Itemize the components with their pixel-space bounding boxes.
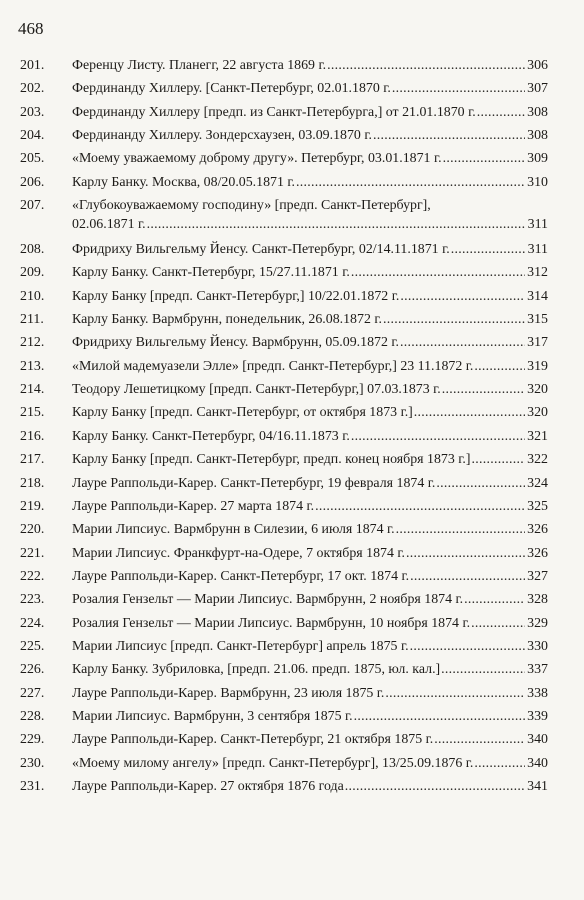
entry-number: 210.: [20, 288, 45, 304]
entry-page: 315: [527, 312, 548, 328]
entry-title: Ференцу Листу. Планегг, 22 августа 1869 г.: [72, 58, 327, 73]
table-of-contents: [20, 56, 548, 800]
toc-entry-226: [20, 660, 548, 679]
dot-leader: [400, 333, 525, 352]
dot-leader: [410, 637, 526, 656]
toc-entry-220: [20, 520, 548, 539]
entry-page: 338: [527, 685, 548, 701]
entry-number: 206.: [20, 174, 45, 190]
dot-leader: [464, 590, 525, 609]
entry-number: 227.: [20, 685, 45, 701]
page-number: 468: [18, 19, 44, 38]
entry-page: 312: [527, 265, 548, 281]
toc-entry-216: [20, 427, 548, 446]
entry-page: 340: [527, 732, 548, 748]
entry-title: Марии Липсиус. Вармбрунн, 3 сентября 1875 г.: [72, 708, 353, 724]
entry-number: 208.: [20, 242, 45, 258]
toc-entry-223: [20, 590, 548, 609]
dot-leader: [147, 215, 526, 234]
entry-page: 311: [527, 242, 548, 258]
entry-title: Розалия Гензельт — Марии Липсиус. Вармбрунн, 2 ноября 1874 г.: [72, 592, 464, 608]
entry-number: 212.: [20, 335, 45, 351]
entry-number: 224.: [20, 615, 45, 631]
entry-page: 329: [527, 615, 548, 631]
toc-entry-215: [20, 403, 548, 422]
entry-title: Фердинанду Хиллеру. Зондерсхаузен, 03.09.1870 г.: [72, 128, 372, 144]
entry-number: 222.: [20, 568, 45, 584]
entry-number: 201.: [20, 58, 45, 73]
entry-title: Фридриху Вильгельму Йенсу. Вармбрунн, 05.09.1872 г.: [72, 335, 399, 351]
entry-title: Фридриху Вильгельму Йенсу. Санкт-Петербург, 02/14.11.1871 г.: [72, 242, 450, 258]
entry-title: «Моему милому ангелу» [предп. Санкт-Петербург], 13/25.09.1876 г.: [72, 755, 474, 771]
entry-number: 211.: [20, 312, 44, 328]
dot-leader: [327, 56, 525, 75]
dot-leader: [354, 707, 526, 726]
entry-page: 317: [527, 335, 548, 351]
entry-page: 310: [527, 174, 548, 190]
entry-page: 314: [527, 288, 548, 304]
entry-number: 231.: [20, 778, 45, 794]
dot-leader: [443, 149, 526, 168]
entry-title: Лауре Раппольди-Карер. 27 марта 1874 г.: [72, 498, 315, 514]
entry-number: 228.: [20, 708, 45, 724]
entry-title: Фердинанду Хиллеру [предп. из Санкт-Петербурга,] от 21.01.1870 г.: [72, 104, 476, 120]
entry-page: 327: [527, 568, 548, 584]
entry-page: 306: [527, 58, 548, 73]
toc-entry-224: [20, 614, 548, 633]
entry-number: 207.: [20, 198, 45, 214]
entry-title: Карлу Банку. Москва, 08/20.05.1871 г.: [72, 174, 296, 190]
entry-page: 308: [527, 128, 548, 144]
entry-number: 217.: [20, 452, 45, 468]
entry-page: 324: [527, 475, 548, 491]
toc-entry-208: [20, 240, 548, 259]
entry-page: 307: [527, 81, 548, 97]
entry-number: 225.: [20, 638, 45, 654]
entry-page: 322: [527, 452, 548, 468]
entry-title: Лауре Раппольди-Карер. Санкт-Петербург, 19 февраля 1874 г.: [72, 475, 436, 491]
dot-leader: [373, 126, 525, 145]
entry-page: 321: [527, 428, 548, 444]
entry-number: 230.: [20, 755, 45, 771]
entry-title: «Моему уважаемому доброму другу». Петербург, 03.01.1871 г.: [72, 151, 442, 167]
entry-number: 229.: [20, 732, 45, 748]
entry-page: 320: [527, 382, 548, 398]
toc-entry-222: [20, 567, 548, 586]
toc-entry-225: [20, 637, 548, 656]
toc-entry-204: [20, 126, 548, 145]
entry-title: Фердинанду Хиллеру. [Санкт-Петербург, 02.01.1870 г.: [72, 81, 391, 97]
entry-number: 220.: [20, 522, 45, 538]
entry-title: Карлу Банку [предп. Санкт-Петербург, предп. конец ноября 1873 г.]: [72, 452, 471, 468]
dot-leader: [400, 287, 525, 306]
toc-entry-209: [20, 263, 548, 282]
toc-entry-201: [20, 56, 548, 75]
entry-title: Розалия Гензельт — Марии Липсиус. Вармбрунн, 10 ноября 1874 г.: [72, 615, 471, 631]
entry-title: Карлу Банку [предп. Санкт-Петербург, от октября 1873 г.]: [72, 405, 413, 421]
dot-leader: [385, 684, 525, 703]
entry-title: Карлу Банку. Зубриловка, [предп. 21.06. предп. 1875, юл. кал.]: [72, 662, 441, 678]
toc-entry-203: [20, 103, 548, 122]
entry-title: Марии Липсиус [предп. Санкт-Петербург] апрель 1875 г.: [72, 638, 409, 654]
toc-entry-228: [20, 707, 548, 726]
entry-number: 209.: [20, 265, 45, 281]
entry-number: 223.: [20, 592, 45, 608]
toc-entry-206: [20, 173, 548, 192]
entry-page: 339: [527, 708, 548, 724]
toc-entry-205: [20, 149, 548, 168]
entry-number: 204.: [20, 128, 45, 144]
entry-title: Лауре Раппольди-Карер. 27 октября 1876 года: [72, 778, 344, 794]
entry-number: 202.: [20, 81, 45, 97]
entry-page: 330: [527, 638, 548, 654]
dot-leader: [474, 357, 525, 376]
entry-number: 218.: [20, 475, 45, 491]
dot-leader: [396, 520, 526, 539]
entry-number: 215.: [20, 405, 45, 421]
dot-leader: [441, 660, 525, 679]
entry-page: 325: [527, 498, 548, 514]
entry-title: Марии Липсиус. Вармбрунн в Силезии, 6 июля 1874 г.: [72, 522, 395, 538]
toc-entry-214: [20, 380, 548, 399]
entry-number: 205.: [20, 151, 45, 167]
entry-page: 309: [527, 151, 548, 167]
dot-leader: [351, 263, 525, 282]
toc-entry-227: [20, 684, 548, 703]
toc-entry-229: [20, 730, 548, 749]
entry-title: 02.06.1871 г.: [72, 217, 146, 233]
dot-leader: [383, 310, 525, 329]
toc-entry-221: [20, 544, 548, 563]
entry-number: 219.: [20, 498, 45, 514]
toc-entry-211: [20, 310, 548, 329]
entry-page: 320: [527, 405, 548, 421]
dot-leader: [414, 403, 525, 422]
entry-page: 328: [527, 592, 548, 608]
dot-leader: [392, 79, 525, 98]
entry-page: 326: [527, 522, 548, 538]
toc-entry-213: [20, 357, 548, 376]
dot-leader: [434, 730, 525, 749]
toc-entry-230: [20, 754, 548, 773]
dot-leader: [472, 450, 526, 469]
dot-leader: [351, 427, 525, 446]
toc-entry-231: [20, 777, 548, 796]
toc-entry-207: [20, 196, 548, 234]
entry-title-line1: «Глубокоуважаемому господину» [предп. Санкт-Петербург],: [72, 198, 431, 214]
entry-title: «Милой мадемуазели Элле» [предп. Санкт-Петербург,] 23 11.1872 г.: [72, 358, 474, 374]
toc-entry-210: [20, 287, 548, 306]
entry-title: Карлу Банку. Санкт-Петербург, 15/27.11.1871 г.: [72, 265, 350, 281]
entry-page: 340: [527, 755, 548, 771]
entry-title: Марии Липсиус. Франкфурт-на-Одере, 7 октября 1874 г.: [72, 545, 406, 561]
dot-leader: [436, 474, 525, 493]
entry-page: 326: [527, 545, 548, 561]
toc-entry-219: [20, 497, 548, 516]
dot-leader: [410, 567, 525, 586]
dot-leader: [451, 240, 526, 259]
dot-leader: [477, 103, 525, 122]
dot-leader: [471, 614, 525, 633]
dot-leader: [474, 754, 525, 773]
entry-page: 308: [527, 104, 548, 120]
entry-title: Лауре Раппольди-Карер. Санкт-Петербург, 21 октября 1875 г.: [72, 732, 434, 748]
dot-leader: [345, 777, 525, 796]
entry-number: 213.: [20, 358, 45, 374]
entry-number: 214.: [20, 382, 45, 398]
toc-entry-212: [20, 333, 548, 352]
entry-title: Теодору Лешетицкому [предп. Санкт-Петербург,] 07.03.1873 г.: [72, 382, 441, 398]
entry-title: Лауре Раппольди-Карер. Санкт-Петербург, 17 окт. 1874 г.: [72, 568, 410, 584]
toc-entry-202: [20, 79, 548, 98]
entry-title: Карлу Банку [предп. Санкт-Петербург,] 10/22.01.1872 г.: [72, 288, 400, 304]
dot-leader: [315, 497, 525, 516]
entry-number: 221.: [20, 545, 45, 561]
toc-entry-218: [20, 474, 548, 493]
entry-title: Карлу Банку. Вармбрунн, понедельник, 26.08.1872 г.: [72, 312, 382, 328]
entry-title: Лауре Раппольди-Карер. Вармбрунн, 23 июля 1875 г.: [72, 685, 385, 701]
entry-number: 226.: [20, 662, 45, 678]
dot-leader: [296, 173, 525, 192]
entry-page: 319: [527, 358, 548, 374]
entry-page: 337: [527, 662, 548, 678]
entry-title: Карлу Банку. Санкт-Петербург, 04/16.11.1873 г.: [72, 428, 350, 444]
dot-leader: [406, 544, 525, 563]
toc-entry-217: [20, 450, 548, 469]
entry-page: 341: [527, 778, 548, 794]
dot-leader: [442, 380, 525, 399]
entry-page: 311: [527, 217, 548, 233]
entry-number: 203.: [20, 104, 45, 120]
entry-number: 216.: [20, 428, 45, 444]
